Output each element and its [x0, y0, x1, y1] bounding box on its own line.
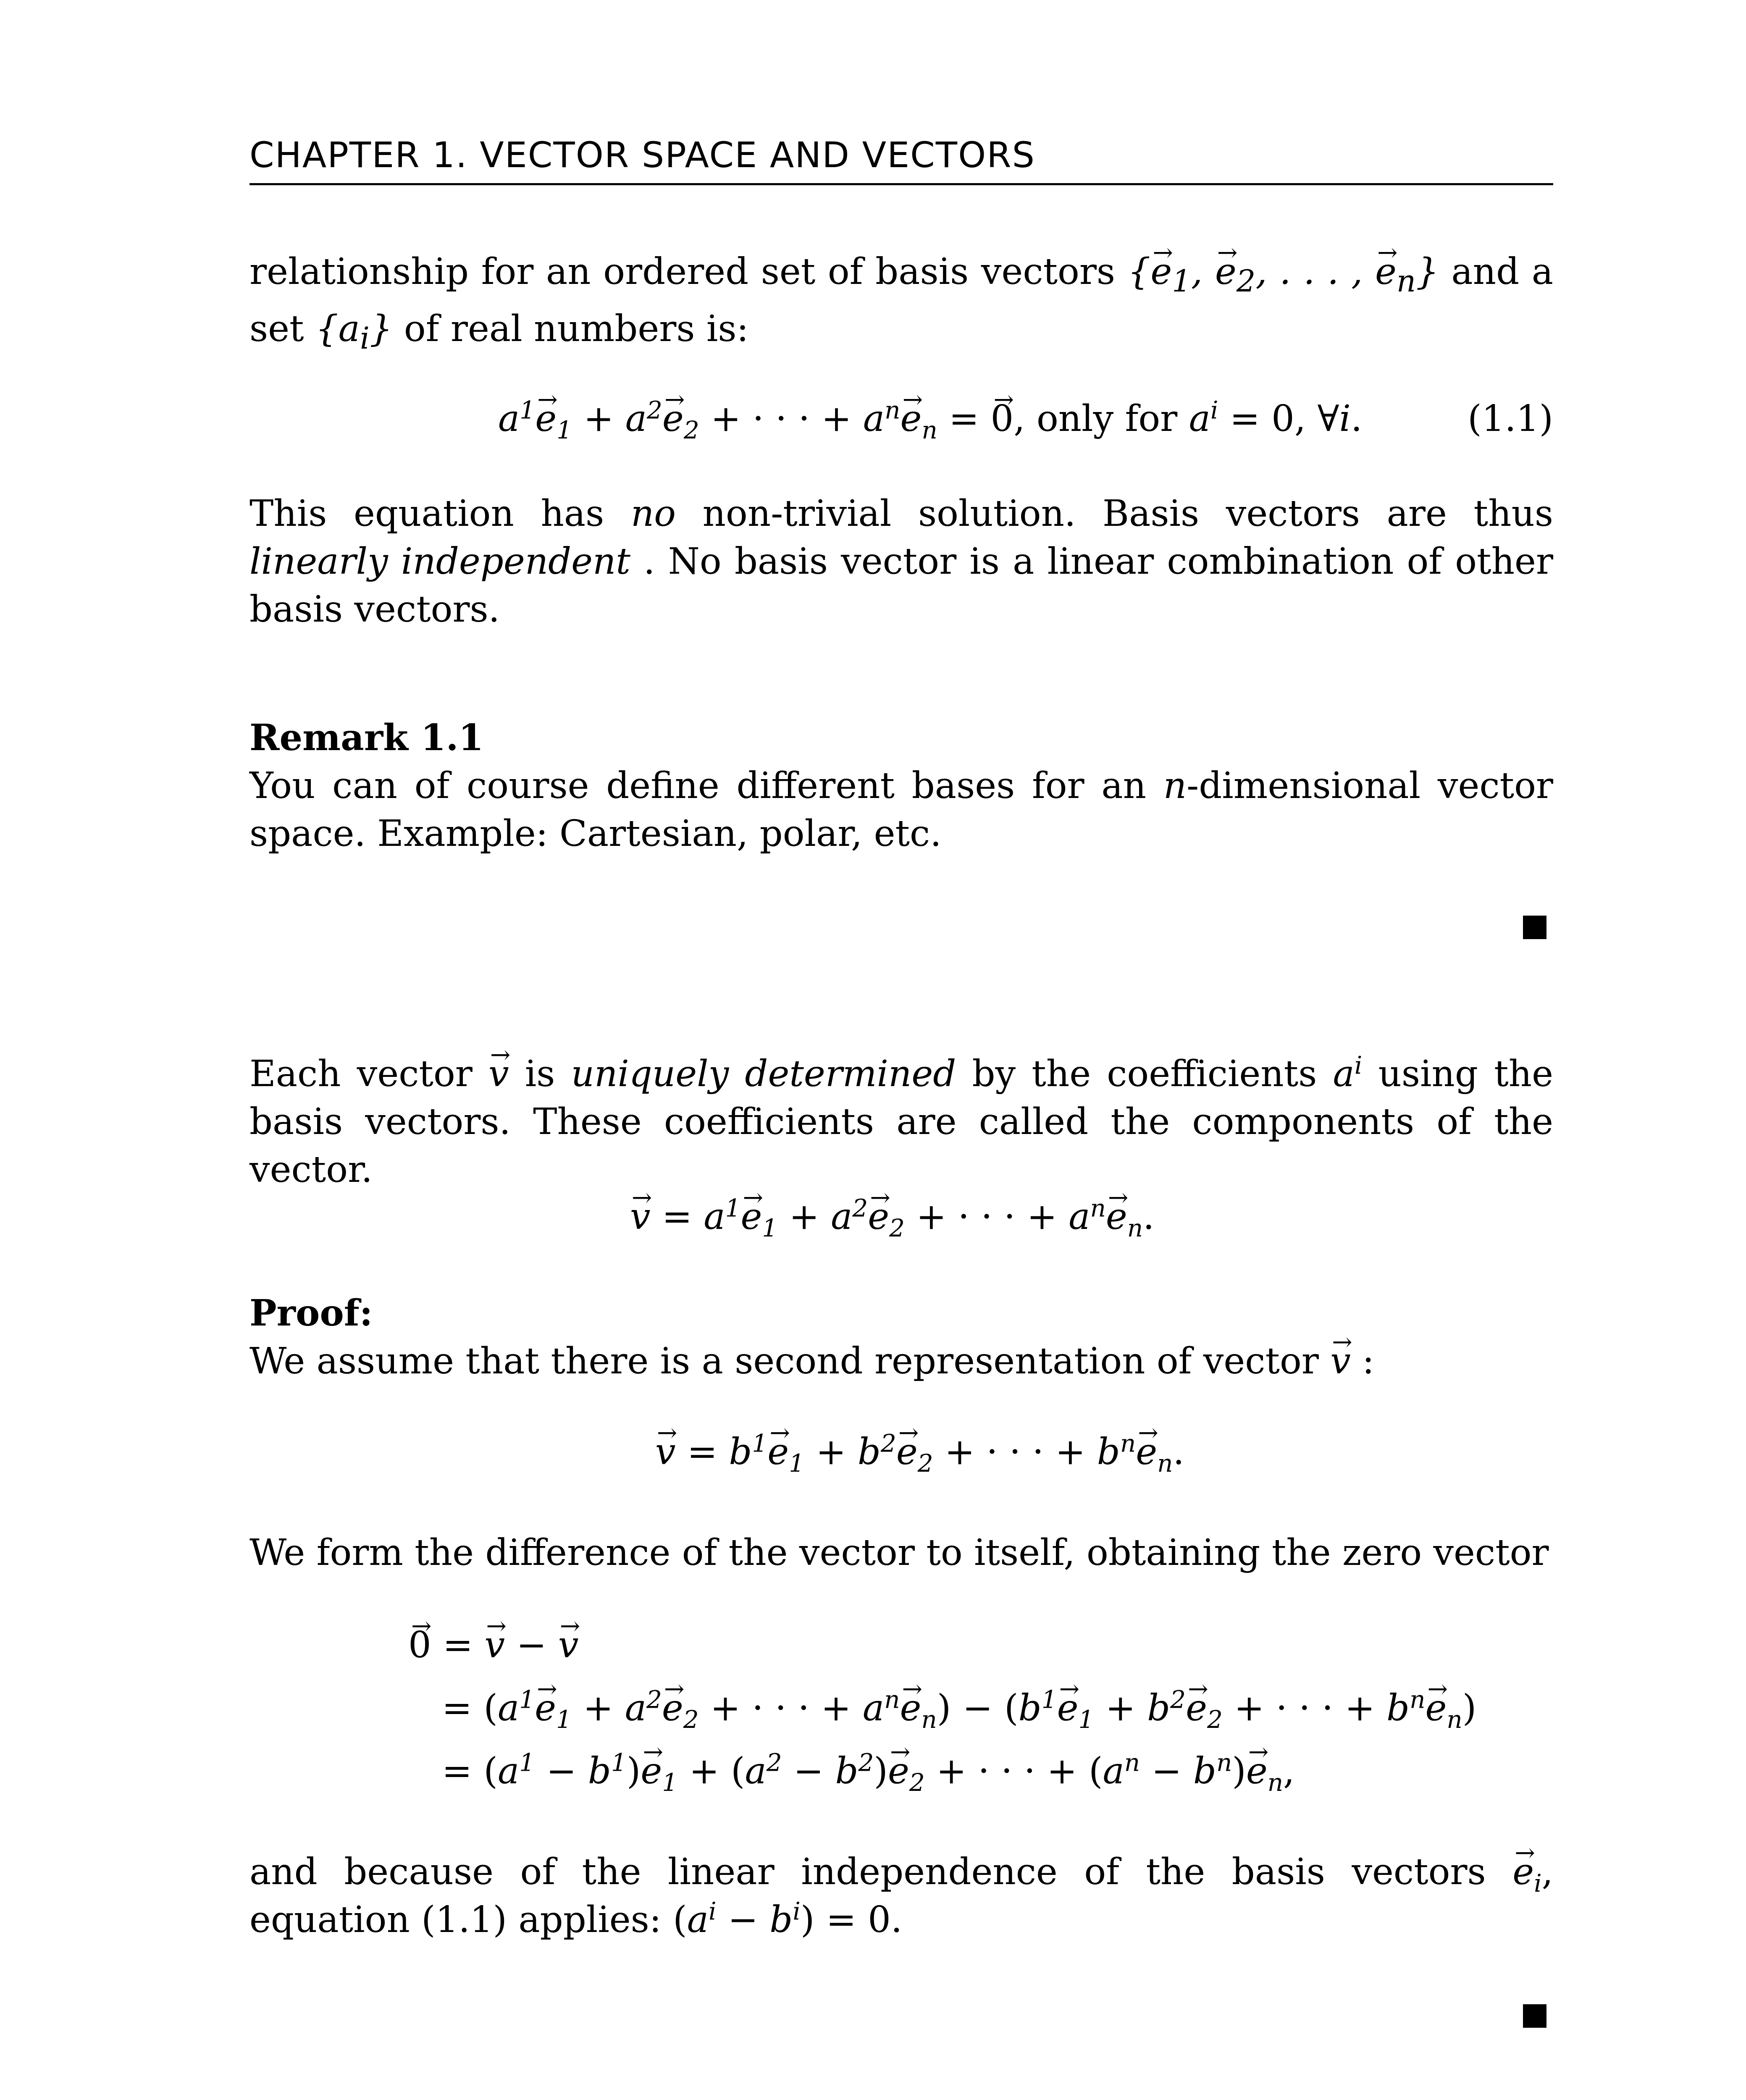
- basis-set-math: {→ $e_1$, → $e_2$, . . . , → $e_n$}: [1128, 251, 1439, 293]
- unique-paragraph: Each vector → v is uniquely determined by the coefficients $a^i$ using the basis vectors. These coefficients are called the components of the vector.: [249, 1050, 1553, 1194]
- conclusion-math: $(a^i - b^i) = 0$.: [673, 1897, 903, 1941]
- proof-difference: We form the difference of the vector to itself, obtaining the zero vector: [249, 1532, 1549, 1574]
- intro-paragraph: [249, 248, 1553, 362]
- proof-title: Proof:: [249, 1292, 373, 1334]
- equation-v-components: → $v = a^1\to e_1 + a^2\to e_2$ + · · · + $a^n\to e_n$.: [630, 1193, 1154, 1241]
- end-of-proof-mark: [1523, 2004, 1546, 2028]
- equation-diff-line-3: = $(a^1 - b^1)\to e_1 + (a^2 - b^2)\to e_2$ + · · · + $(a^n - b^n)\to e_n$,: [442, 1747, 1294, 1795]
- emph-uniquely-determined: uniquely determined: [571, 1053, 956, 1095]
- independence-paragraph: This equation has no non-trivial solution. Basis vectors are thus linearly independent . No basis vector is a linear combination of other basis vectors.: [249, 493, 1554, 630]
- equation-diff-line-1: → 0 = → v − → v: [408, 1621, 578, 1669]
- intro-text-c: of real numbers is:: [404, 308, 749, 350]
- intro-text-a: relationship for an ordered set of basis vectors: [249, 251, 1116, 293]
- equation-v-second: → $v = b^1\to e_1 + b^2\to e_2$ + · · · + $b^n\to e_n$.: [655, 1428, 1184, 1476]
- emph-linearly-independent: linearly independent: [249, 541, 630, 583]
- intro-text-b: and a set: [249, 251, 1553, 350]
- equation-number: (1.1): [1468, 398, 1553, 440]
- equation-diff-line-2: = ($a^1\to e_1 + a^2\to e_2$ + · · · + $a^n\to e_n) - (b^1\to e_1 + b^2\to e_2$ + · · · + $b^n\to e_n$): [442, 1684, 1476, 1732]
- coeff-set-math: $\{a_i\}$: [315, 308, 393, 356]
- header-rule: [249, 183, 1553, 185]
- only-for-text: only for: [1036, 398, 1178, 440]
- chapter-header: CHAPTER 1. VECTOR SPACE AND VECTORS: [249, 134, 1035, 176]
- remark-title: Remark 1.1: [249, 717, 484, 759]
- proof-conclusion: and because of the linear independence of the basis vectors → $e_i$, equation (1.1) applies: $(a^i - b^i) = 0$.: [249, 1848, 1553, 1944]
- proof-assume: We assume that there is a second representation of vector → v :: [249, 1337, 1553, 1385]
- end-of-remark-mark: [1523, 916, 1546, 939]
- equation-1-1: $a^1\to e_1 + a^2\to e_2$ + · · · + $a^n\to e_n$ = → 0, only for $a^i = 0$, ∀i.: [498, 395, 1362, 443]
- remark-paragraph: You can of course define different bases for an n-dimensional vector space. Example: Cartesian, polar, etc.: [249, 765, 1553, 855]
- emph-no: no: [630, 493, 676, 535]
